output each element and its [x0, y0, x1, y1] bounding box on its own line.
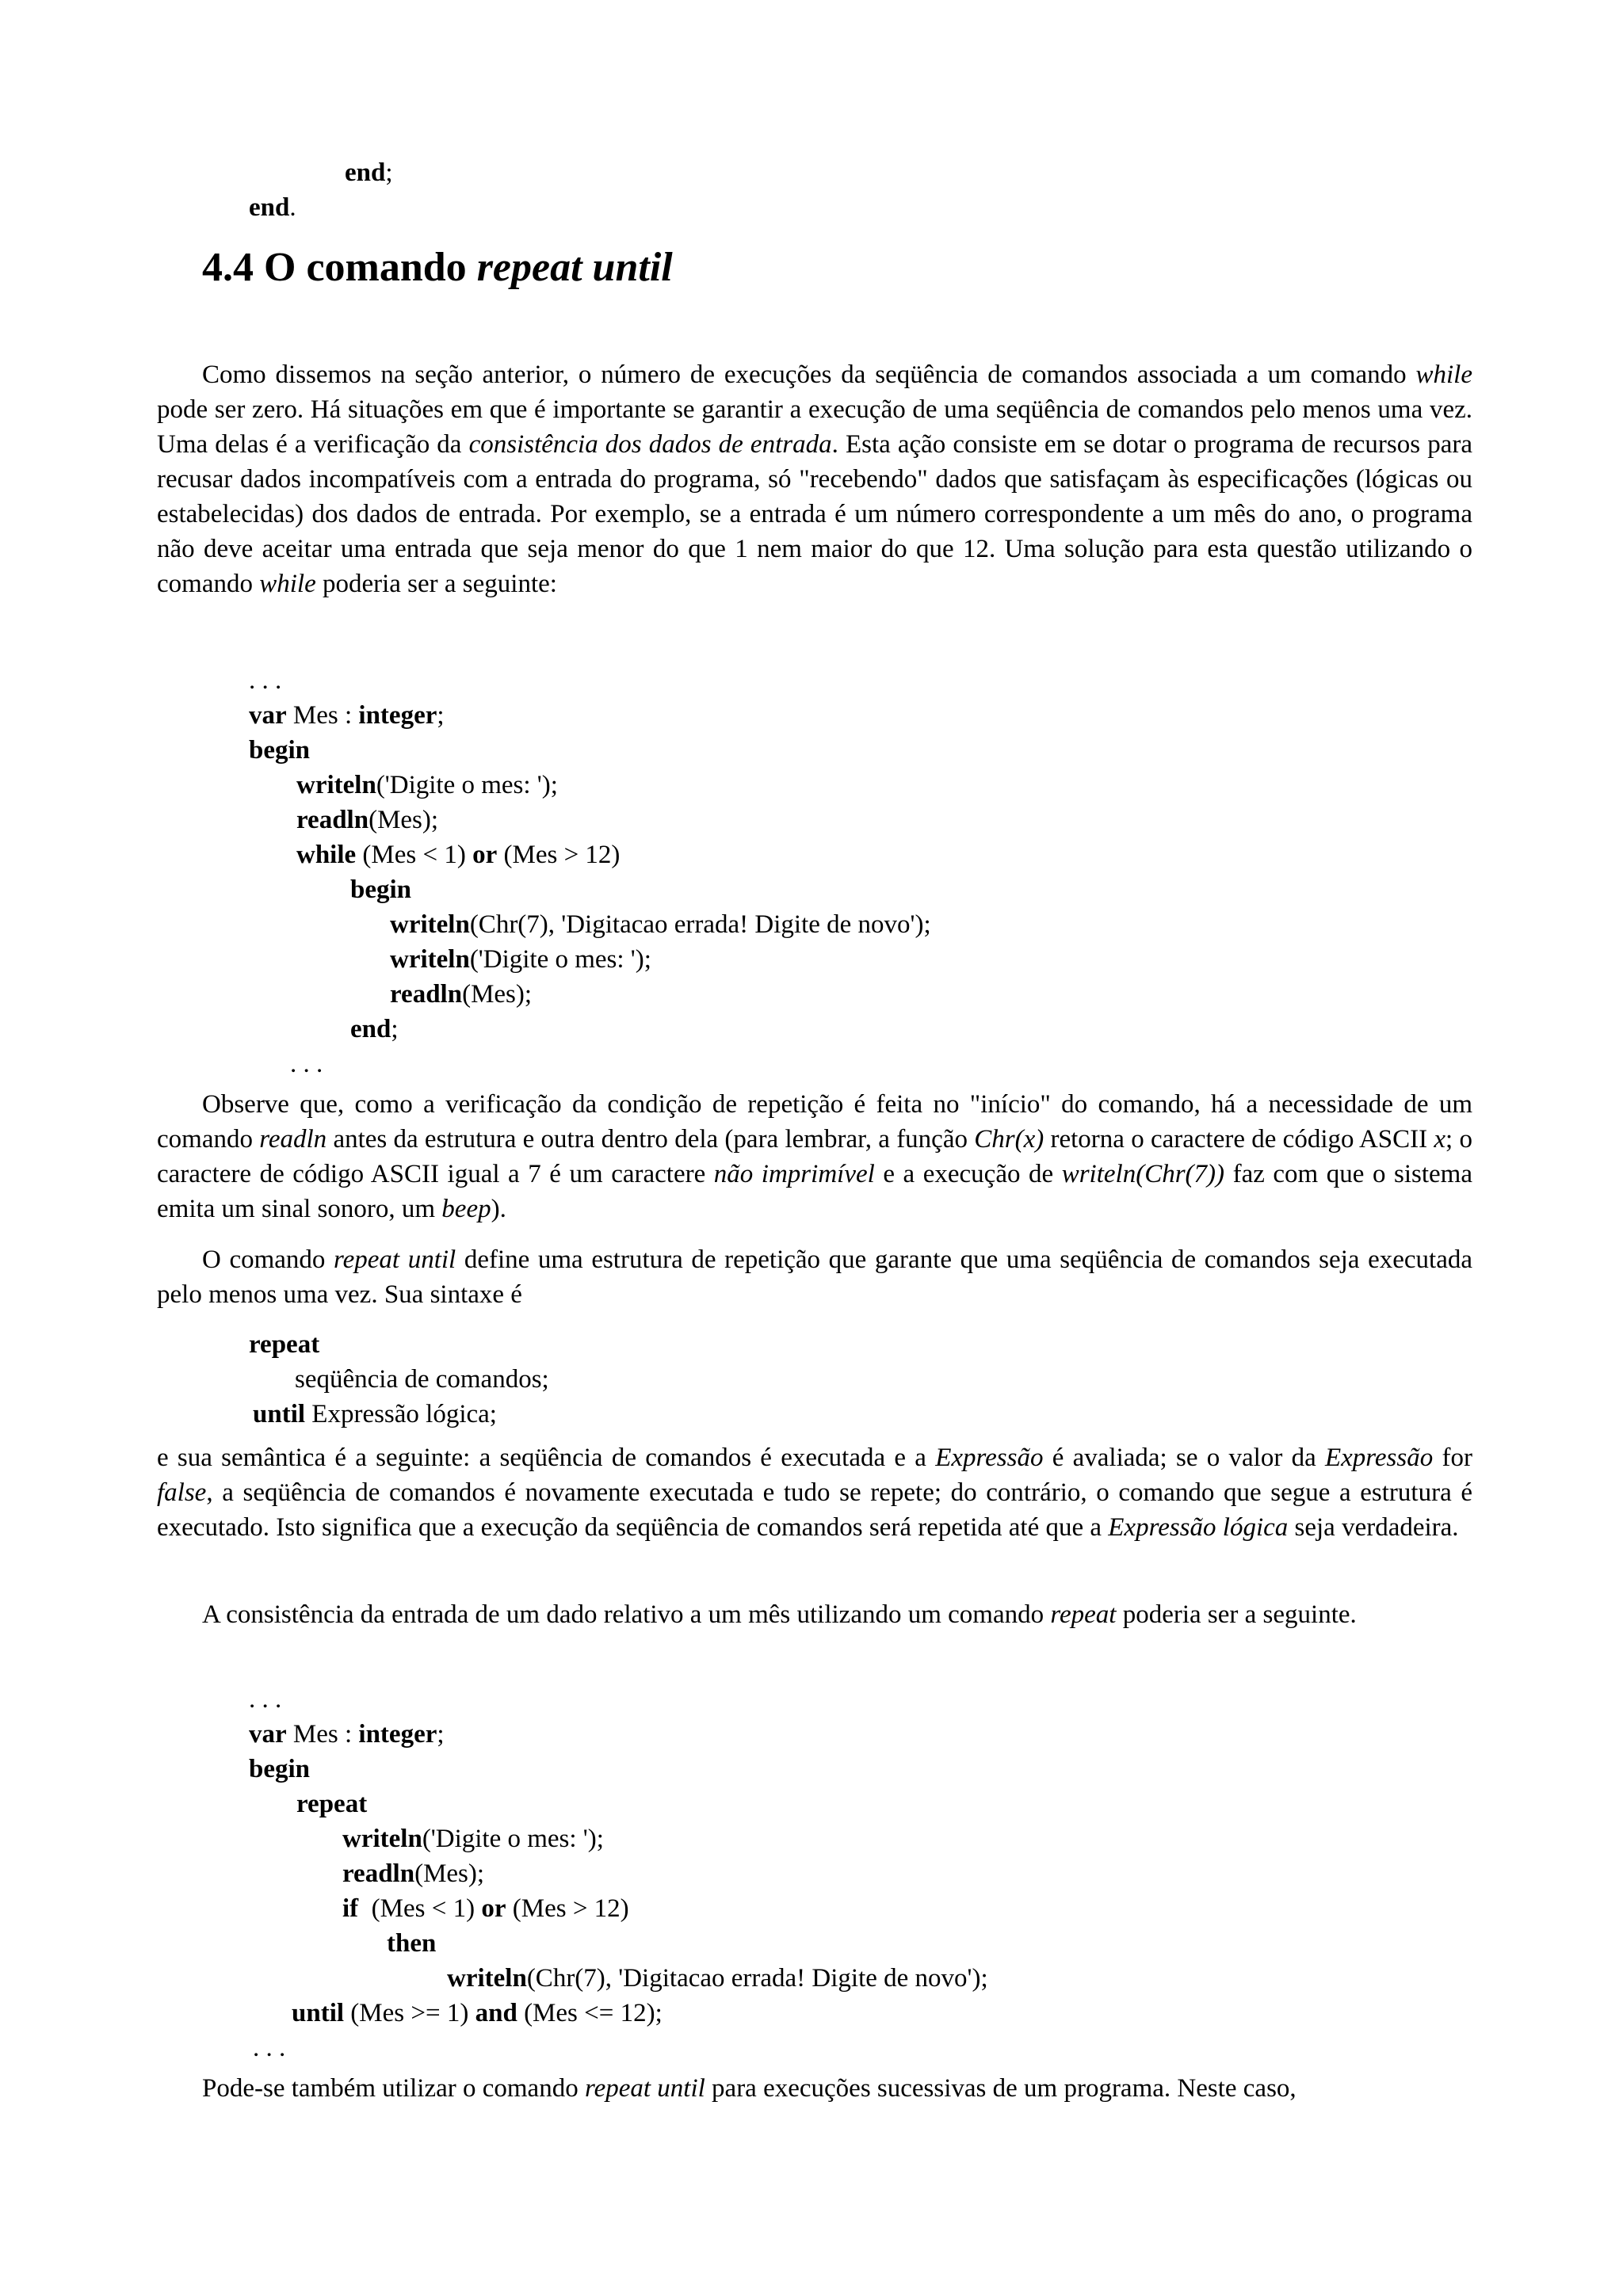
code-line: readln(Mes); — [342, 1859, 485, 1888]
code-line: then — [387, 1929, 437, 1958]
code-line: while (Mes < 1) or (Mes > 12) — [296, 841, 621, 869]
code-line: seqüência de comandos; — [295, 1365, 549, 1394]
code-ellipsis: . . . — [290, 1050, 323, 1078]
code-ellipsis: . . . — [249, 1685, 282, 1714]
code-line: repeat — [249, 1330, 320, 1359]
code-end-line: end. — [249, 193, 296, 222]
code-line: writeln('Digite o mes: '); — [342, 1825, 604, 1853]
code-line: writeln('Digite o mes: '); — [296, 771, 558, 799]
paragraph-repeat-until: O comando repeat until define uma estrutura de repetição que garante que uma seqüência de comandos seja executada pelo menos uma vez. Sua sintaxe é — [157, 1245, 1472, 1309]
code-end-line: end; — [345, 158, 393, 187]
code-line: repeat — [296, 1790, 368, 1818]
code-line: writeln('Digite o mes: '); — [390, 945, 651, 974]
paragraph-observe: Observe que, como a verificação da condição de repetição é feita no "início" do comando, há a necessidade de um comando readln antes da estrutura e outra dentro dela (para lembrar, a função Chr(x) retorna o caractere de código ASCII x; o caractere de código ASCII igual a 7 é um caractere não imprimível e a execução de writeln(Chr(7)) faz com que o sistema emita um sinal sonoro, um beep). — [157, 1090, 1472, 1223]
code-line: begin — [249, 1755, 311, 1783]
paragraph-intro: Como dissemos na seção anterior, o número de execuções da seqüência de comandos associada a um comando while pode ser zero. Há situações em que é importante se garantir a execução de uma seqüência de comandos pelo menos uma vez. Uma delas é a verificação da consistência dos dados de entrada. Esta ação consiste em se dotar o programa de recursos para recusar dados incompatíveis com a entrada do programa, só "recebendo" dados que satisfaçam às especificações (lógicas ou estabelecidas) dos dados de entrada. Por exemplo, se a entrada é um número correspondente a um mês do ano, o programa não deve aceitar uma entrada que seja menor do que 1 nem maior do que 12. Uma solução para esta questão utilizando o comando while poderia ser a seguinte: — [157, 360, 1472, 598]
paragraph-successive: Pode-se também utilizar o comando repeat until para execuções sucessivas de um programa. Neste caso, — [202, 2074, 1296, 2103]
code-ellipsis: . . . — [253, 2034, 286, 2062]
code-line: writeln(Chr(7), 'Digitacao errada! Digite de novo'); — [390, 910, 931, 939]
code-line: var Mes : integer; — [249, 1720, 445, 1749]
code-line: begin — [350, 875, 412, 904]
paragraph-semantics: e sua semântica é a seguinte: a seqüência de comandos é executada e a Expressão é avaliada; se o valor da Expressão for false, a seqüência de comandos é novamente executada e tudo se repete; do contrário, o comando que segue a estrutura é executado. Isto significa que a execução da seqüência de comandos será repetida até que a Expressão lógica seja verdadeira. — [157, 1444, 1472, 1542]
code-line: end; — [350, 1015, 399, 1043]
code-line: until Expressão lógica; — [253, 1400, 497, 1428]
code-line: readln(Mes); — [296, 806, 439, 834]
code-ellipsis: . . . — [249, 666, 282, 695]
code-line: readln(Mes); — [390, 980, 533, 1009]
code-line: var Mes : integer; — [249, 701, 445, 730]
code-line: if (Mes < 1) or (Mes > 12) — [342, 1894, 629, 1923]
keyword: end — [249, 193, 290, 222]
code-line: until (Mes >= 1) and (Mes <= 12); — [292, 1999, 663, 2027]
keyword: end — [345, 158, 386, 187]
section-heading: 4.4 O comando repeat until — [202, 245, 673, 290]
code-line: begin — [249, 736, 311, 765]
code-line: writeln(Chr(7), 'Digitacao errada! Digite de novo'); — [447, 1964, 988, 1993]
paragraph-consistency: A consistência da entrada de um dado relativo a um mês utilizando um comando repeat poderia ser a seguinte. — [202, 1600, 1357, 1629]
